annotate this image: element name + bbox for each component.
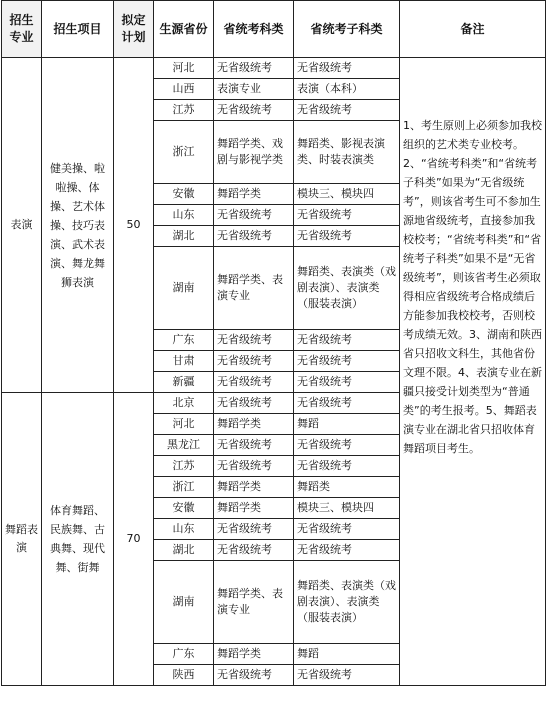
province-cell: 河北 (154, 58, 214, 79)
subsubject-cell: 无省级统考 (294, 205, 400, 226)
province-cell: 广东 (154, 330, 214, 351)
province-cell: 山东 (154, 205, 214, 226)
subject-cell: 无省级统考 (214, 226, 294, 247)
subsubject-cell: 无省级统考 (294, 665, 400, 686)
subsubject-cell: 舞蹈 (294, 644, 400, 665)
subsubject-cell: 无省级统考 (294, 330, 400, 351)
province-cell: 新疆 (154, 372, 214, 393)
subject-cell: 无省级统考 (214, 393, 294, 414)
subject-cell: 无省级统考 (214, 665, 294, 686)
subsubject-cell: 无省级统考 (294, 456, 400, 477)
subject-cell: 舞蹈学类 (214, 644, 294, 665)
subsubject-cell: 舞蹈类 (294, 477, 400, 498)
province-cell: 黑龙江 (154, 435, 214, 456)
subject-cell: 舞蹈学类、表演专业 (214, 561, 294, 644)
header-subject: 省统考科类 (214, 1, 294, 58)
province-cell: 安徽 (154, 184, 214, 205)
subsubject-cell: 无省级统考 (294, 226, 400, 247)
province-cell: 湖北 (154, 540, 214, 561)
subject-cell: 无省级统考 (214, 456, 294, 477)
subsubject-cell: 舞蹈 (294, 414, 400, 435)
project-cell: 体育舞蹈、民族舞、古典舞、现代舞、街舞 (42, 393, 114, 686)
header-plan: 拟定计划 (114, 1, 154, 58)
admissions-table (1, 0, 546, 686)
province-cell: 湖南 (154, 247, 214, 330)
subsubject-cell: 表演（本科） (294, 79, 400, 100)
subject-cell: 无省级统考 (214, 205, 294, 226)
subject-cell: 无省级统考 (214, 100, 294, 121)
project-cell: 健美操、啦啦操、体操、艺术体操、技巧表演、武术表演、舞龙舞狮表演 (42, 58, 114, 393)
note-cell: 1、考生原则上必须参加我校组织的艺术类专业校考。2、“省统考科类”和“省统考子科类”如果为“无省级统考”，则该省考生可不参加生源地省级统考，直接参加我校校考；“省统考科类”和“省统考子科类”如果不是“无省级统考”，则该省考生必须取得相应省级统考合格成绩后方能参加我校校考，否则校考成绩无效。3、湖南和陕西省只招收文科生，其他省份文理不限。4、表演专业在新疆只接受计划类型为“普通类”的考生报考。5、舞蹈表演专业在湖北省只招收体育舞蹈项目考生。 (400, 58, 546, 686)
province-cell: 陕西 (154, 665, 214, 686)
province-cell: 北京 (154, 393, 214, 414)
subsubject-cell: 无省级统考 (294, 372, 400, 393)
province-cell: 江苏 (154, 100, 214, 121)
subsubject-cell: 模块三、模块四 (294, 498, 400, 519)
subject-cell: 舞蹈学类 (214, 184, 294, 205)
province-cell: 江苏 (154, 456, 214, 477)
subject-cell: 表演专业 (214, 79, 294, 100)
major-cell: 表演 (2, 58, 42, 393)
subject-cell: 无省级统考 (214, 372, 294, 393)
subject-cell: 舞蹈学类 (214, 414, 294, 435)
major-cell: 舞蹈表演 (2, 393, 42, 686)
header-project: 招生项目 (42, 1, 114, 58)
table-row (2, 58, 546, 79)
province-cell: 甘肃 (154, 351, 214, 372)
province-cell: 广东 (154, 644, 214, 665)
subject-cell: 无省级统考 (214, 540, 294, 561)
subsubject-cell: 无省级统考 (294, 540, 400, 561)
province-cell: 安徽 (154, 498, 214, 519)
province-cell: 山东 (154, 519, 214, 540)
subsubject-cell: 无省级统考 (294, 519, 400, 540)
province-cell: 湖南 (154, 561, 214, 644)
header-subsubject: 省统考子科类 (294, 1, 400, 58)
subsubject-cell: 无省级统考 (294, 393, 400, 414)
province-cell: 浙江 (154, 477, 214, 498)
subject-cell: 无省级统考 (214, 58, 294, 79)
subsubject-cell: 无省级统考 (294, 58, 400, 79)
header-major: 招生专业 (2, 1, 42, 58)
subject-cell: 无省级统考 (214, 519, 294, 540)
subject-cell: 舞蹈学类 (214, 498, 294, 519)
subsubject-cell: 舞蹈类、影视表演类、时装表演类 (294, 121, 400, 184)
province-cell: 河北 (154, 414, 214, 435)
subject-cell: 无省级统考 (214, 351, 294, 372)
province-cell: 浙江 (154, 121, 214, 184)
subsubject-cell: 无省级统考 (294, 435, 400, 456)
subject-cell: 舞蹈学类、表演专业 (214, 247, 294, 330)
province-cell: 山西 (154, 79, 214, 100)
plan-cell: 70 (114, 393, 154, 686)
subject-cell: 舞蹈学类、戏剧与影视学类 (214, 121, 294, 184)
subject-cell: 无省级统考 (214, 435, 294, 456)
subject-cell: 舞蹈学类 (214, 477, 294, 498)
plan-cell: 50 (114, 58, 154, 393)
subsubject-cell: 模块三、模块四 (294, 184, 400, 205)
header-province: 生源省份 (154, 1, 214, 58)
header-note: 备注 (400, 1, 546, 58)
province-cell: 湖北 (154, 226, 214, 247)
subsubject-cell: 舞蹈类、表演类（戏剧表演）、表演类（服装表演） (294, 561, 400, 644)
subsubject-cell: 舞蹈类、表演类（戏剧表演）、表演类（服装表演） (294, 247, 400, 330)
subsubject-cell: 无省级统考 (294, 100, 400, 121)
subsubject-cell: 无省级统考 (294, 351, 400, 372)
subject-cell: 无省级统考 (214, 330, 294, 351)
